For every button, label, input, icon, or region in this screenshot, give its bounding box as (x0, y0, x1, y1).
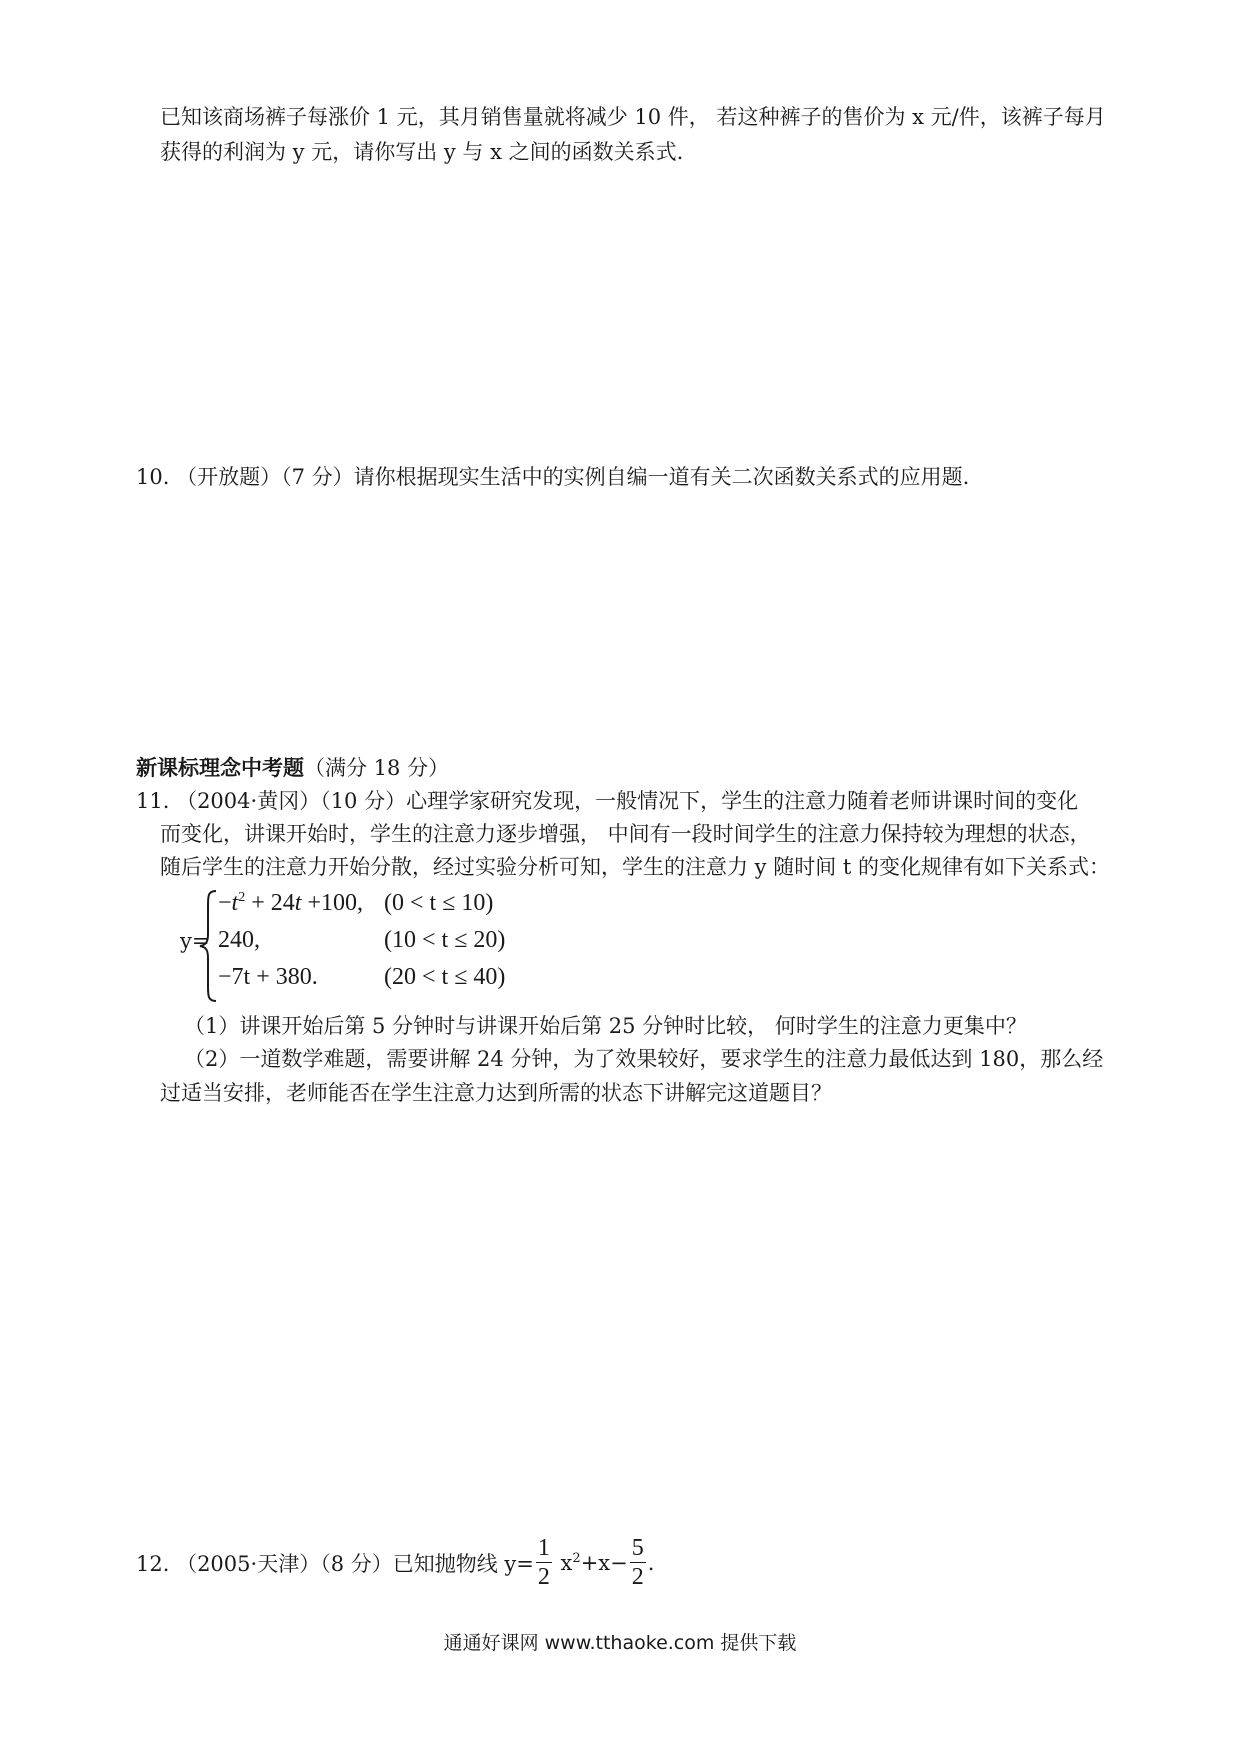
frac1-numerator: 1 (537, 1535, 550, 1561)
section-heading (136, 754, 449, 782)
q11-line-3: 随后学生的注意力开始分散，经过实验分析可知，学生的注意力 y 随时间 t 的变化规律有如下关系式： (160, 855, 1110, 879)
q11-line-2: 而变化，讲课开始时，学生的注意力逐步增强， 中间有一段时间学生的注意力保持较为理想的状态， (160, 822, 1091, 846)
fraction-five-halves (630, 1534, 646, 1591)
page-footer: 通通好课网 www.tthaoke.com 提供下载 (443, 1632, 797, 1654)
q11-sub-1: （1）讲课开始后第 5 分钟时与讲课开始后第 25 分钟时比较， 何时学生的注意力更集中？ (184, 1014, 1027, 1038)
section-title: 新课标理念中考题 (136, 756, 304, 780)
case-1-condition: (0 < t ≤ 10) (384, 890, 494, 916)
case-2-condition: (10 < t ≤ 20) (384, 927, 506, 953)
q10-text: 10. （开放题）（7 分）请你根据现实生活中的实例自编一道有关二次函数关系式的应用题. (136, 465, 970, 489)
q9-line-2: 获得的利润为 y 元，请你写出 y 与 x 之间的函数关系式. (160, 140, 684, 164)
left-brace-icon (198, 888, 220, 1004)
case-3-expression: −7t + 380. (218, 964, 318, 990)
frac2-denominator: 2 (631, 1564, 644, 1590)
q9-line-1: 已知该商场裤子每涨价 1 元，其月销售量就将减少 10 件， 若这种裤子的售价为 x 元/件，该裤子每月 (160, 105, 1106, 129)
fraction-one-half (536, 1534, 552, 1591)
q12-prefix: 12. （2005·天津）（8 分）已知抛物线 y= (136, 1551, 534, 1576)
q12-text (136, 1534, 654, 1591)
q12-suffix: . (647, 1550, 655, 1575)
frac2-numerator: 5 (631, 1535, 644, 1561)
case-1-expression: $-t^2 + 24t +100$, (218, 890, 363, 916)
q11-line-1: 11. （2004·黄冈）（10 分）心理学家研究发现，一般情况下，学生的注意力随着老师讲课时间的变化 (136, 789, 1079, 813)
section-score: （满分 18 分） (304, 756, 450, 780)
frac1-denominator: 2 (537, 1564, 550, 1590)
q11-sub-2-line-2: 过适当安排，老师能否在学生注意力达到所需的状态下讲解完这道题目？ (160, 1081, 832, 1105)
q12-middle: $x^2+x-$ (553, 1550, 628, 1575)
formula-label: y= (180, 929, 210, 953)
q11-sub-2-line-1: （2）一道数学难题，需要讲解 24 分钟，为了效果较好，要求学生的注意力最低达到 180，那么经 (184, 1047, 1104, 1071)
case-2-expression: 240, (218, 927, 260, 953)
case-3-condition: (20 < t ≤ 40) (384, 964, 506, 990)
